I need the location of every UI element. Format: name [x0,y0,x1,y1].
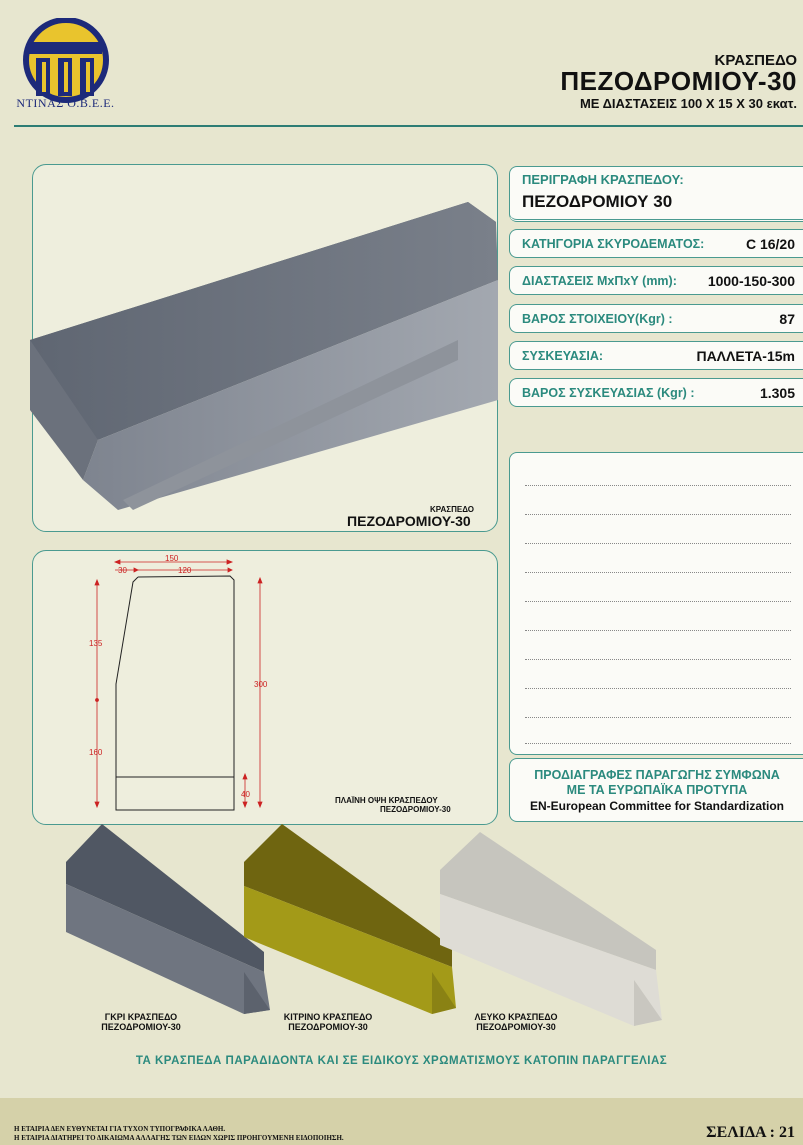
note-line [525,485,791,486]
variant-name: ΓΚΡΙ ΚΡΑΣΠΕΔΟ [104,1012,178,1022]
dim-top-right: 120 [178,566,192,575]
spec-row [509,378,803,407]
spec-description [509,166,803,222]
description-value: ΠΕΖΟΔΡΟΜΙΟΥ 30 [522,192,673,211]
spec-value: C 16/20 [745,236,795,252]
note-line [525,514,791,515]
note-line [525,572,791,573]
note-line [525,543,791,544]
standards-line-2: ΜΕ ΤΑ ΕΥΡΩΠΑΪΚΑ ΠΡΟΤΥΠΑ [566,783,748,797]
dim-left-upper: 135 [89,639,103,648]
note-line [525,688,791,689]
variant-caption-grey [86,1012,196,1032]
standards-line-1: ΠΡΟΔΙΑΓΡΑΦΕΣ ΠΑΡΑΓΩΓΗΣ ΣΥΜΦΩΝΑ [534,768,780,782]
header-dimensions: ΜΕ ΔΙΑΣΤΑΣΕΙΣ 100 Χ 15 Χ 30 εκατ. [579,96,797,111]
spec-value: 1000-150-300 [707,273,795,289]
spec-label: ΚΑΤΗΓΟΡΙΑ ΣΚΥΡΟΔΕΜΑΤΟΣ: [522,237,705,251]
dim-left-lower: 160 [89,748,103,757]
white-curb-image [438,830,666,1030]
notes-box [509,452,803,755]
standards-box [509,758,803,822]
product-caption: ΠΕΖΟΔΡΟΜΙΟΥ-30 [347,513,471,529]
dim-top-left: 30 [118,566,127,575]
page-number: ΣΕΛΙΔΑ : 21 [706,1124,795,1141]
footer-disclaimer-2: Η ΕΤΑΙΡΙΑ ΔΙΑΤΗΡΕΙ ΤΟ ΔΙΚΑΙΩΜΑ ΑΛΛΑΓΗΣ ΤΩΝ ΕΙΔΩΝ ΧΩΡΙΣ ΠΡΟΗΓΟΥΜΕΝΗ ΕΙΔΟΠΟΙΗΣΗ. [14,1134,344,1142]
dim-right-total: 300 [254,680,268,689]
spec-value: 87 [779,311,795,327]
header-divider [14,125,803,127]
spec-row [509,229,803,258]
variant-caption-white [456,1012,576,1032]
standards-line-3: EN-European Committee for Standardization [529,799,785,813]
footer-disclaimer-1: Η ΕΤΑΙΡΙΑ ΔΕΝ ΕΥΘΥΝΕΤΑΙ ΓΙΑ ΤΥΧΟΝ ΤΥΠΟΓΡΑΦΙΚΑ ΛΑΘΗ. [14,1125,226,1133]
spec-label: ΒΑΡΟΣ ΣΥΣΚΕΥΑΣΙΑΣ (Kgr) : [522,386,695,400]
yellow-curb-image [242,822,462,1017]
variant-model: ΠΕΖΟΔΡΟΜΙΟΥ-30 [101,1022,181,1032]
note-line [525,717,791,718]
spec-row [509,341,803,370]
spec-value: ΠΑΛΛΕΤΑ-15m [696,348,795,364]
variant-model: ΠΕΖΟΔΡΟΜΙΟΥ-30 [476,1022,556,1032]
spec-value: 1.305 [759,385,795,401]
variant-caption-yellow [268,1012,388,1032]
header-line-1: ΚΡΑΣΠΕΔΟ [714,52,797,69]
curb-3d-image [28,200,498,510]
note-line [525,630,791,631]
drawing-caption-1: ΠΛΑΪΝΗ ΟΨΗ ΚΡΑΣΠΕΔΟΥ [335,796,438,805]
page-title: ΠΕΖΟΔΡΟΜΙΟΥ-30 [560,66,797,96]
company-name: ΝΤΙΝΑΣ Ο.Β.Ε.Ε. [16,96,115,110]
product-caption-small: ΚΡΑΣΠΕΔΟ [430,505,474,514]
variant-model: ΠΕΖΟΔΡΟΜΙΟΥ-30 [288,1022,368,1032]
variant-name: ΚΙΤΡΙΝΟ ΚΡΑΣΠΕΔΟ [283,1012,373,1022]
note-line [525,601,791,602]
note-line [525,743,791,744]
spec-row [509,304,803,333]
spec-label: ΔΙΑΣΤΑΣΕΙΣ ΜxΠxΥ (mm): [522,274,677,288]
colors-note: ΤΑ ΚΡΑΣΠΕΔΑ ΠΑΡΑΔΙΔΟΝΤΑ ΚΑΙ ΣΕ ΕΙΔΙΚΟΥΣ ΧΡΩΜΑΤΙΣΜΟΥΣ ΚΑΤΟΠΙΝ ΠΑΡΑΓΓΕΛΙΑΣ [135,1055,668,1067]
spec-label: ΒΑΡΟΣ ΣΤΟΙΧΕΙΟΥ(Kgr) : [522,312,673,326]
spec-row [509,266,803,295]
side-view-drawing [80,552,280,814]
drawing-caption-2: ΠΕΖΟΔΡΟΜΙΟΥ-30 [380,805,451,814]
description-label: ΠΕΡΙΓΡΑΦΗ ΚΡΑΣΠΕΔΟΥ: [522,172,684,187]
variant-name: ΛΕΥΚΟ ΚΡΑΣΠΕΔΟ [474,1012,558,1022]
dim-right-bottom: 40 [241,790,250,799]
dim-top-total: 150 [165,554,179,563]
note-line [525,659,791,660]
spec-label: ΣΥΣΚΕΥΑΣΙΑ: [522,349,604,363]
